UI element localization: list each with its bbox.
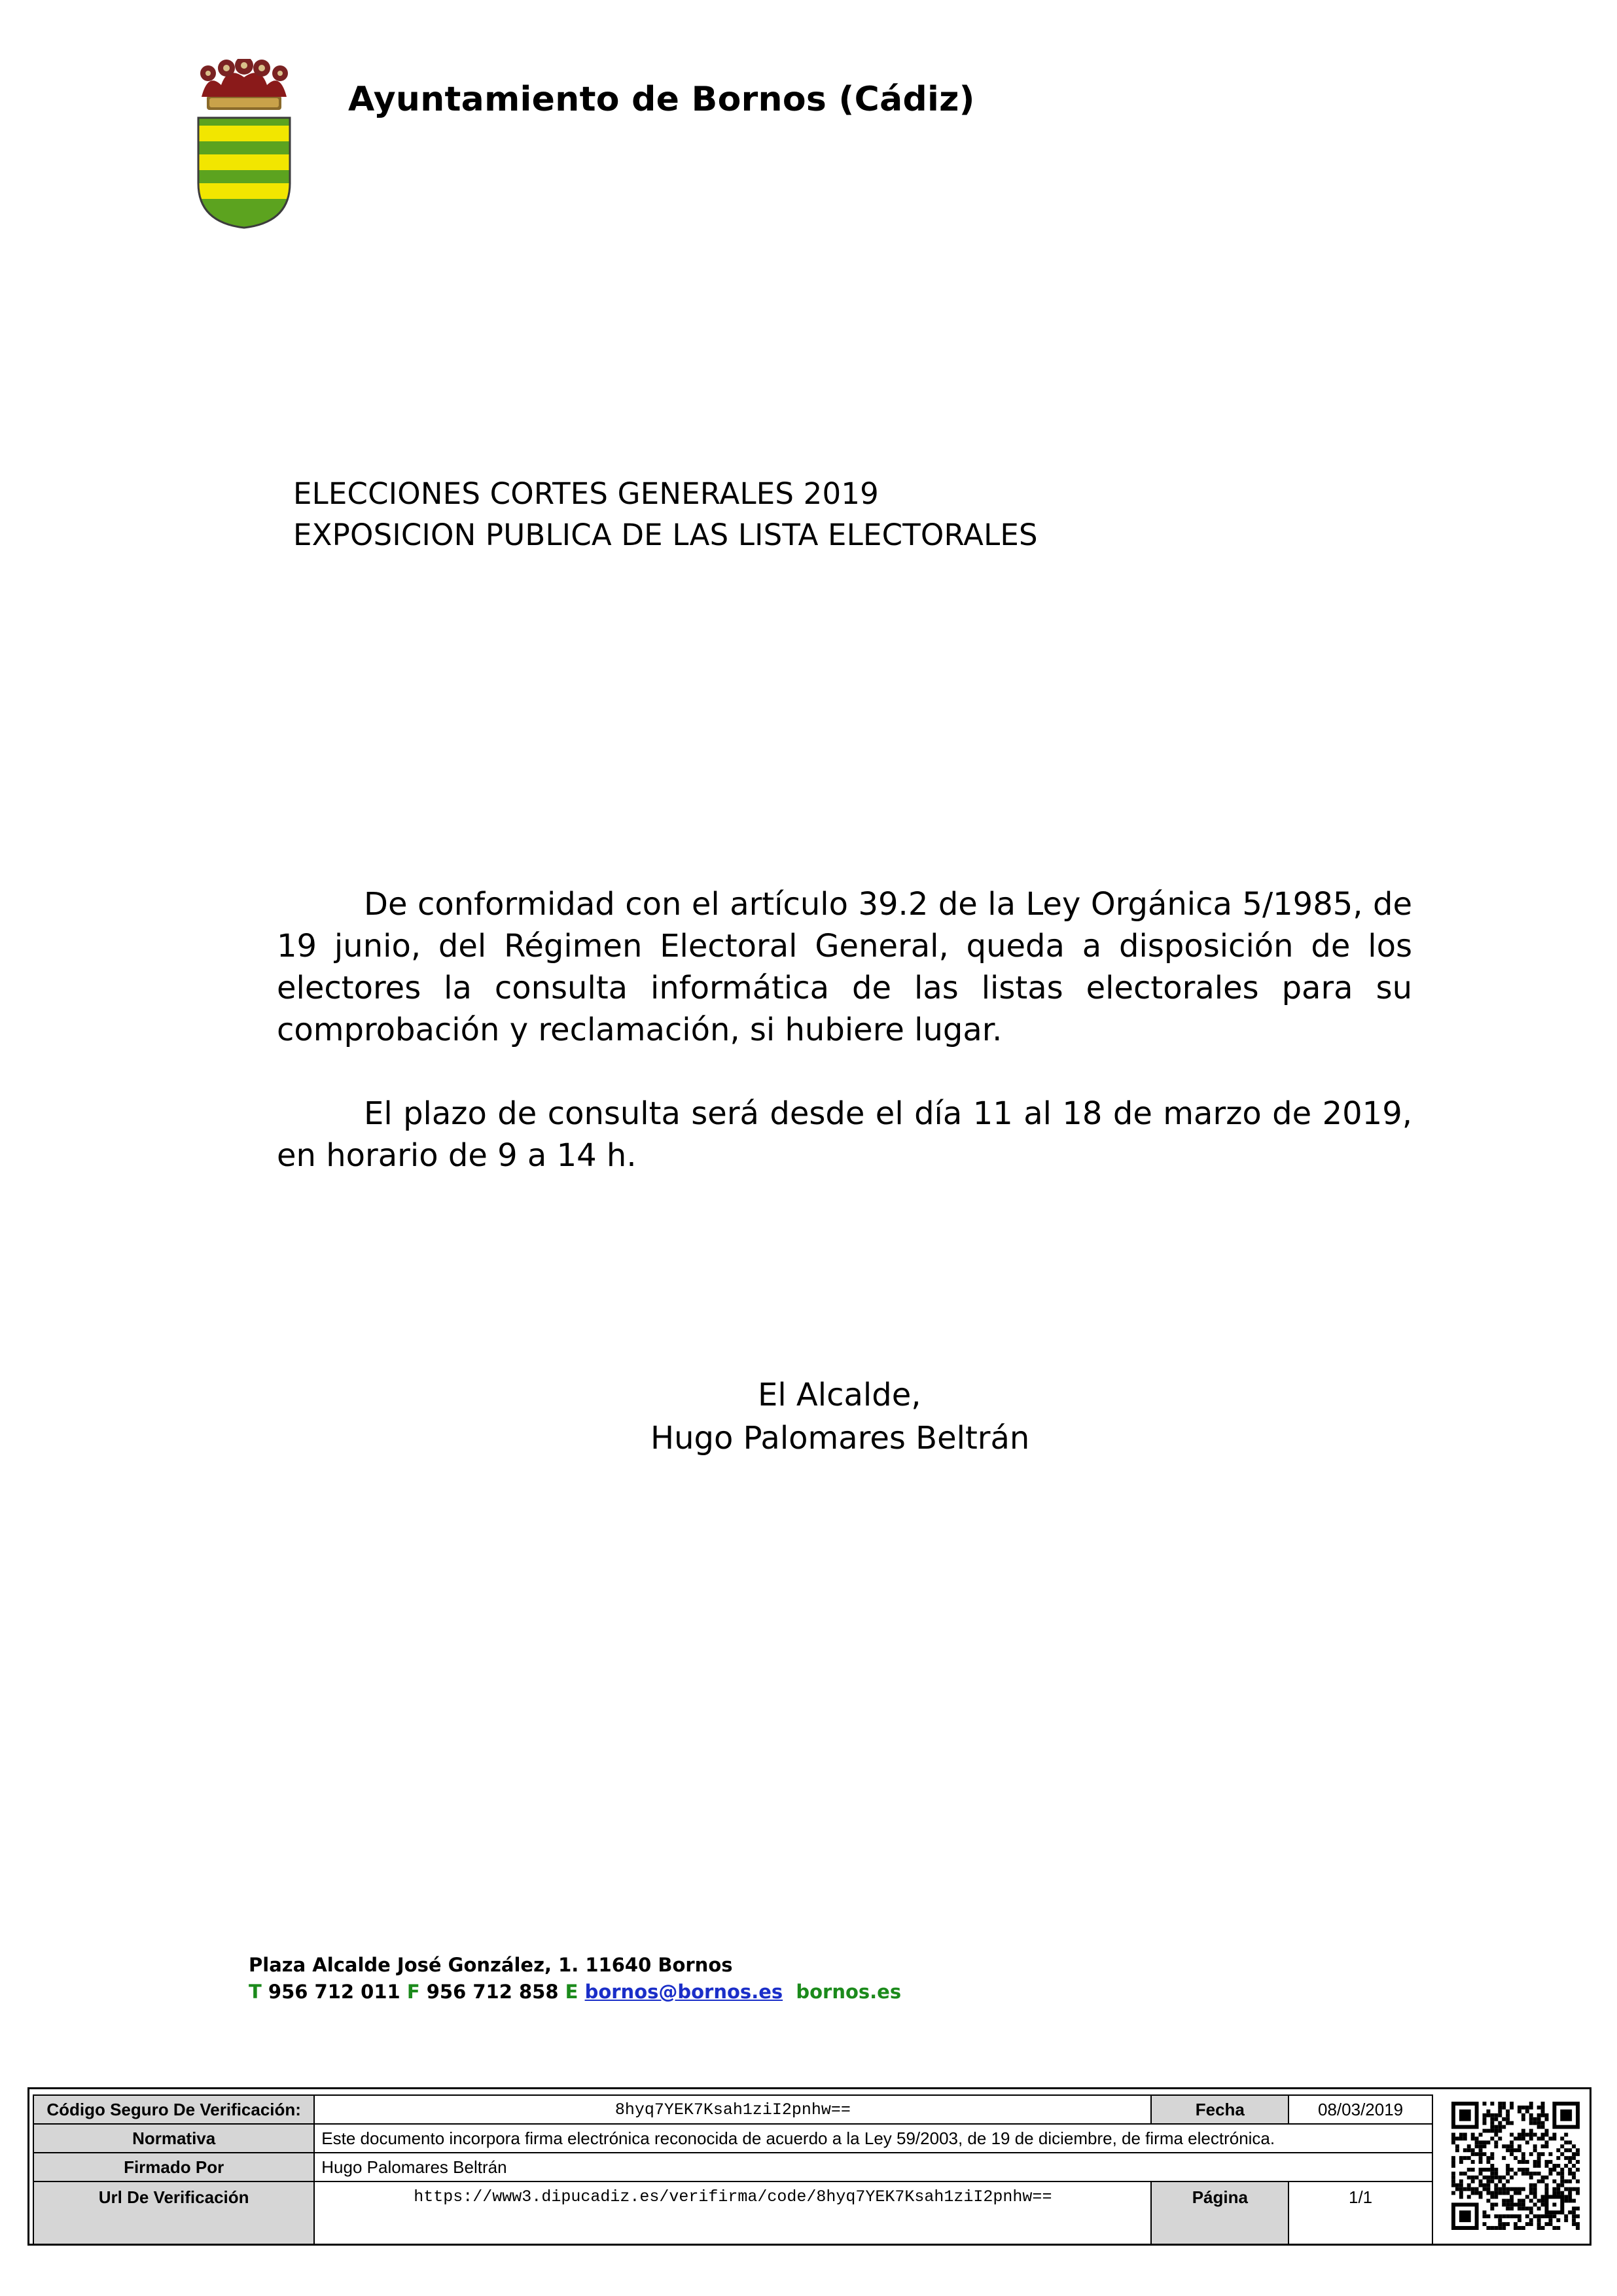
fax-number: 956 712 858 bbox=[426, 1981, 559, 2003]
address-line: Plaza Alcalde José González, 1. 11640 Bornos bbox=[249, 1954, 733, 1976]
pagina-value: 1/1 bbox=[1288, 2181, 1432, 2244]
document-title-line-2: EXPOSICION PUBLICA DE LAS LISTA ELECTORALES bbox=[293, 518, 1038, 552]
phone-label: T bbox=[249, 1981, 262, 2003]
table-row bbox=[33, 2124, 1432, 2153]
body-paragraph-1: De conformidad con el artículo 39.2 de la Ley Orgánica 5/1985, de 19 junio, del Régimen Electoral General, queda a disposición de los electores la consulta informática de las listas electorales para su comprobación y reclamación, si hubiere lugar. bbox=[277, 886, 1412, 1048]
signature-name: Hugo Palomares Beltrán bbox=[650, 1420, 1030, 1457]
qr-code-icon[interactable] bbox=[1451, 2102, 1580, 2230]
firmado-value: Hugo Palomares Beltrán bbox=[314, 2153, 1432, 2181]
document-title-line-1: ELECCIONES CORTES GENERALES 2019 bbox=[293, 476, 879, 511]
fecha-value: 08/03/2019 bbox=[1288, 2095, 1432, 2124]
signature-title: El Alcalde, bbox=[758, 1377, 921, 1413]
phone-number: 956 712 011 bbox=[268, 1981, 400, 2003]
pagina-label: Página bbox=[1151, 2181, 1288, 2244]
firmado-label: Firmado Por bbox=[33, 2153, 314, 2181]
fecha-label: Fecha bbox=[1151, 2095, 1288, 2124]
table-row bbox=[33, 2181, 1432, 2244]
table-row bbox=[33, 2095, 1432, 2124]
email-link[interactable]: bornos@bornos.es bbox=[584, 1981, 783, 2003]
normativa-value: Este documento incorpora firma electrónica reconocida de acuerdo a la Ley 59/2003, de 19 de diciembre, de firma electrónica. bbox=[314, 2124, 1432, 2153]
organization-title: Ayuntamiento de Bornos (Cádiz) bbox=[348, 80, 975, 119]
document-body bbox=[277, 883, 1412, 1218]
table-row bbox=[33, 2153, 1432, 2181]
csv-label: Código Seguro De Verificación: bbox=[33, 2095, 314, 2124]
email-label: E bbox=[565, 1981, 578, 2003]
url-value[interactable]: https://www3.dipucadiz.es/verifirma/code/8hyq7YEK7Ksah1ziI2pnhw== bbox=[314, 2181, 1151, 2244]
coat-of-arms-icon bbox=[188, 59, 300, 230]
verification-table bbox=[33, 2094, 1433, 2245]
url-label: Url De Verificación bbox=[33, 2181, 314, 2244]
normativa-label: Normativa bbox=[33, 2124, 314, 2153]
fax-label: F bbox=[406, 1981, 420, 2003]
website-link[interactable]: bornos.es bbox=[796, 1981, 902, 2003]
csv-value: 8hyq7YEK7Ksah1ziI2pnhw== bbox=[314, 2095, 1151, 2124]
body-paragraph-2: El plazo de consulta será desde el día 11 al 18 de marzo de 2019, en horario de 9 a 14 h. bbox=[277, 1095, 1412, 1174]
contact-line bbox=[249, 1981, 901, 2003]
